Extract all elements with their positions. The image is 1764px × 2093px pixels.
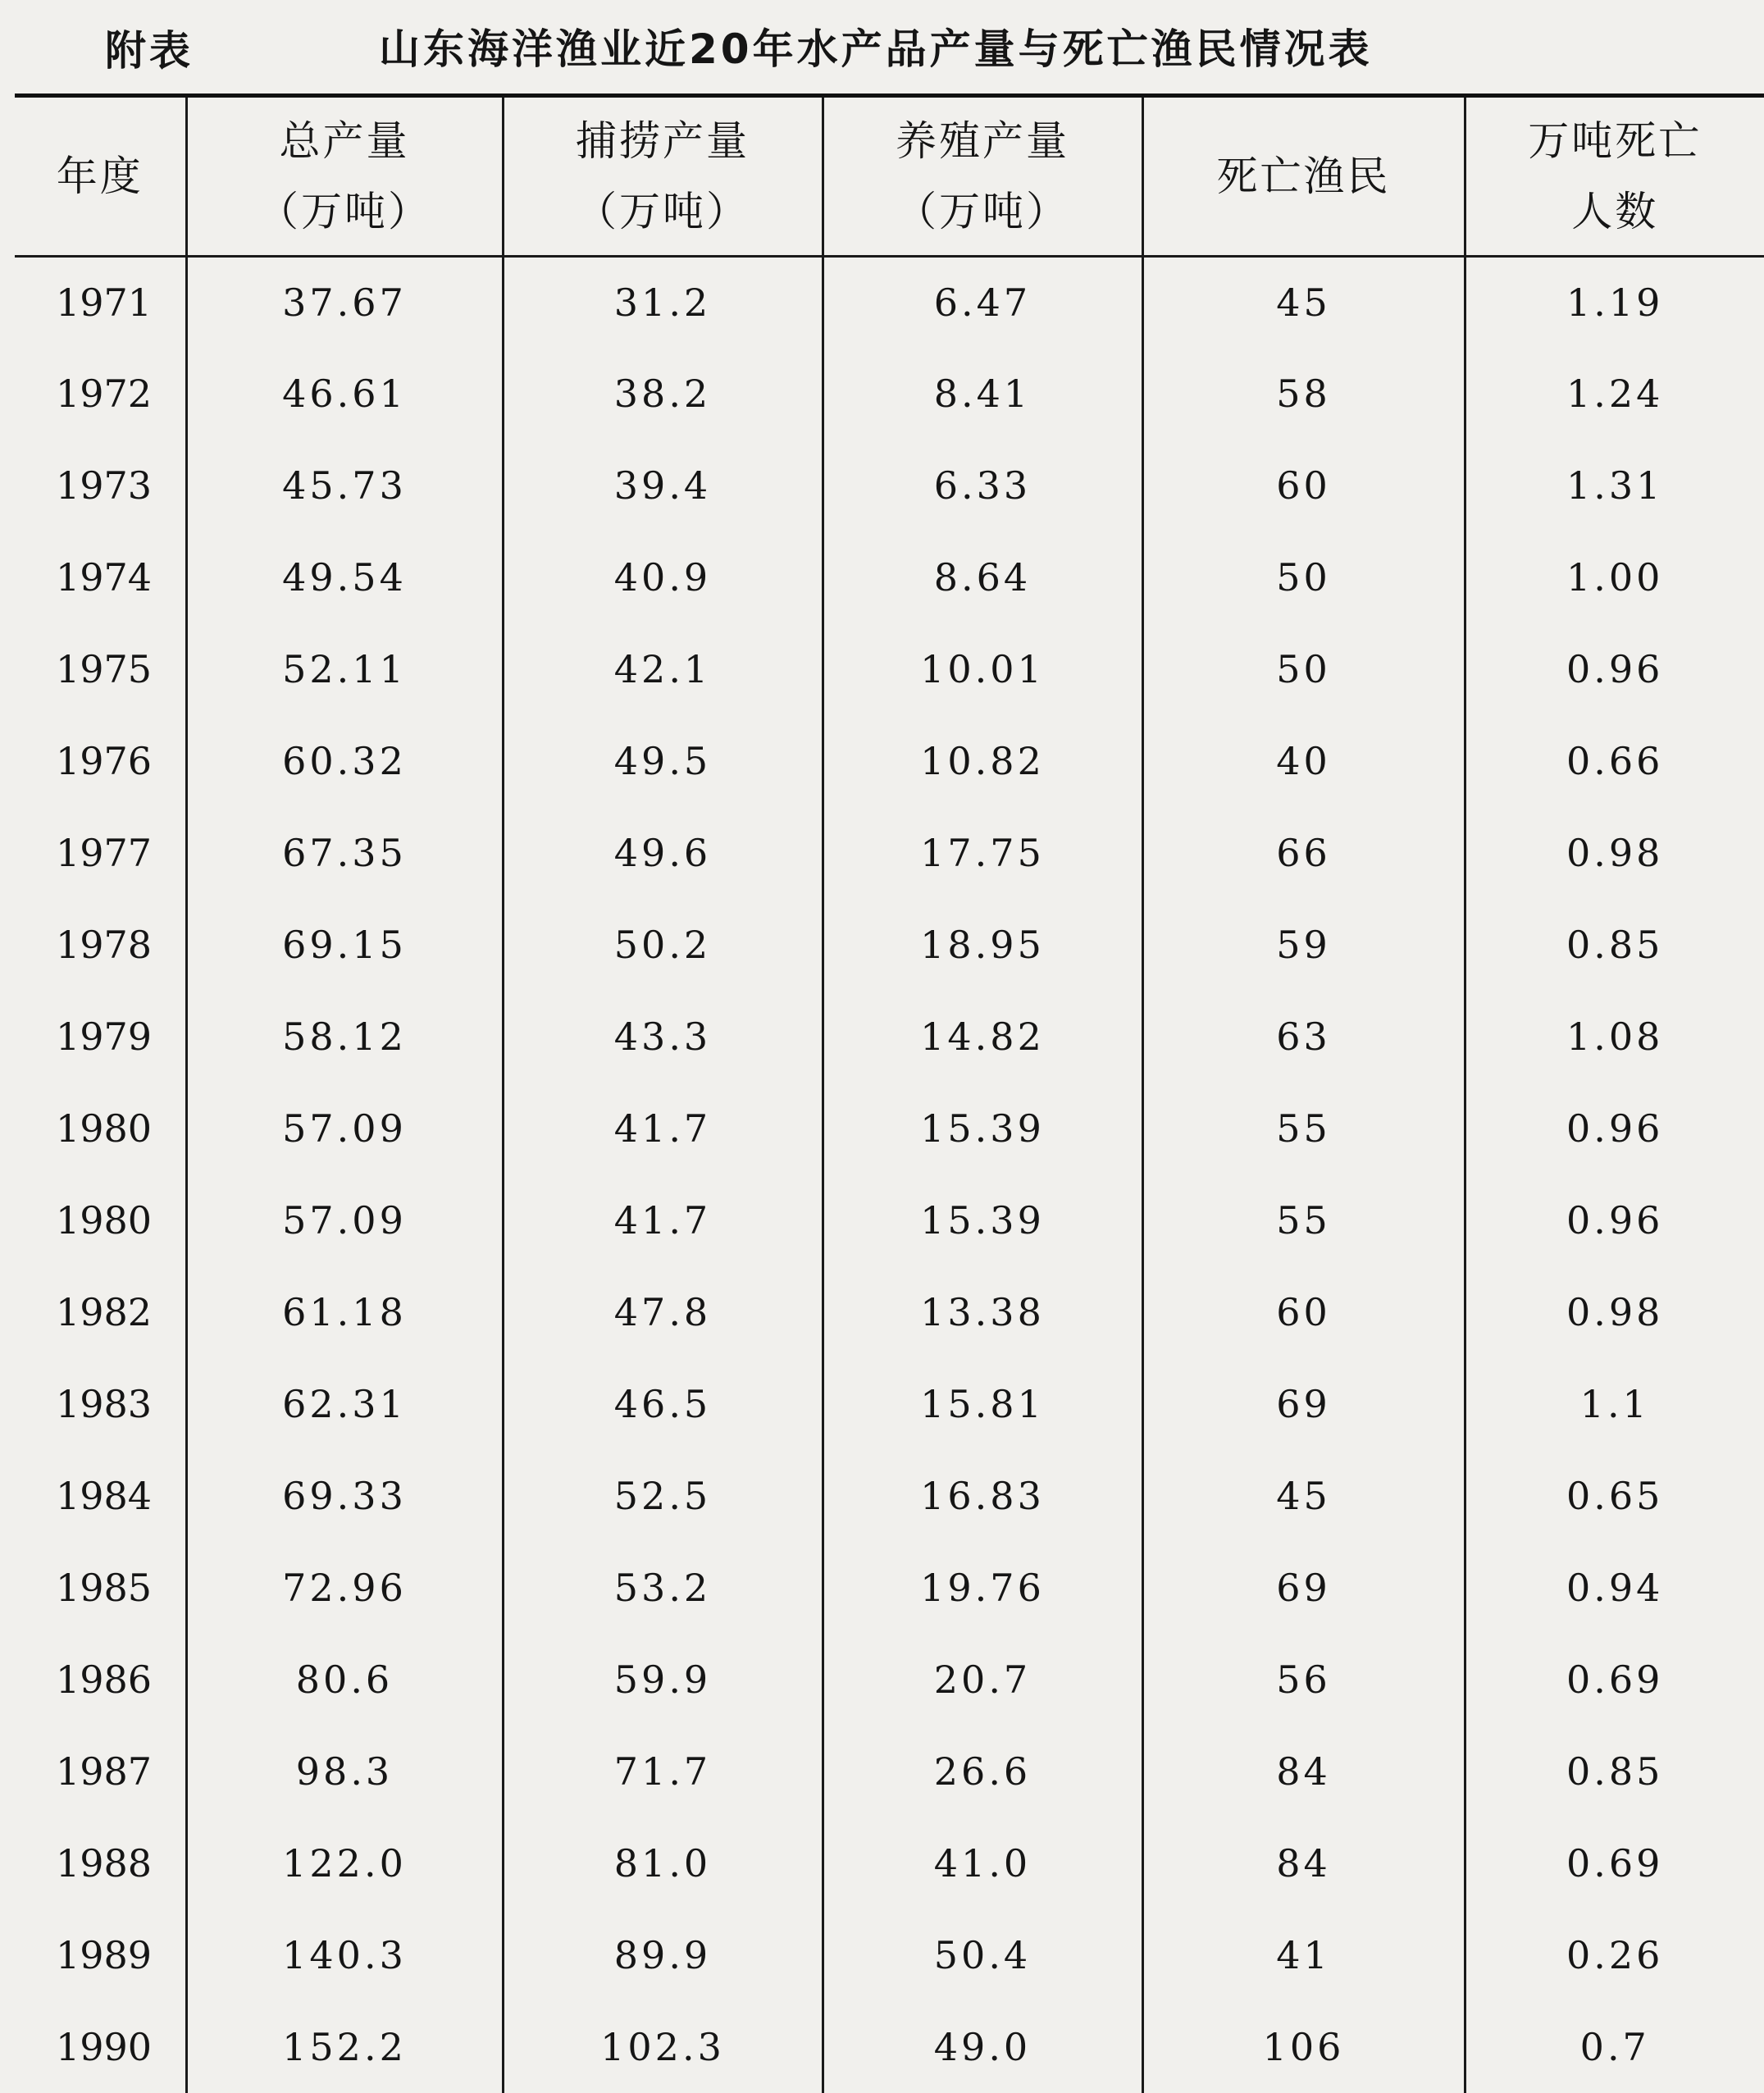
aquaculture-output-cell: 41.0 <box>823 1817 1142 1909</box>
deaths-per-10k-cell: 1.00 <box>1465 531 1764 623</box>
table-row <box>15 1083 1764 1174</box>
total-output-cell: 67.35 <box>186 807 503 899</box>
table-row <box>15 899 1764 991</box>
catch-output-cell: 38.2 <box>503 348 823 440</box>
year-cell: 1980 <box>56 1106 153 1151</box>
deaths-per-10k-cell: 0.26 <box>1465 1909 1764 2001</box>
deaths-per-10k-cell: 1.08 <box>1465 991 1764 1083</box>
year-cell: 1989 <box>56 1933 153 1977</box>
year-cell: 1986 <box>56 1658 153 1702</box>
deaths-cell: 66 <box>1142 807 1465 899</box>
aquaculture-output-cell: 15.81 <box>823 1358 1142 1450</box>
catch-output-cell: 89.9 <box>503 1909 823 2001</box>
catch-output-cell: 59.9 <box>503 1634 823 1726</box>
total-output-cell: 46.61 <box>186 348 503 440</box>
catch-output-cell: 31.2 <box>503 256 823 348</box>
aquaculture-output-cell: 6.33 <box>823 440 1142 531</box>
total-output-cell: 45.73 <box>186 440 503 531</box>
aquaculture-output-cell: 20.7 <box>823 1634 1142 1726</box>
deaths-cell: 55 <box>1142 1174 1465 1266</box>
deaths-per-10k-cell: 0.98 <box>1465 807 1764 899</box>
catch-output-cell: 39.4 <box>503 440 823 531</box>
deaths-cell: 45 <box>1142 256 1465 348</box>
deaths-per-10k-cell: 0.94 <box>1465 1542 1764 1634</box>
total-output-cell: 69.33 <box>186 1450 503 1542</box>
aquaculture-output-cell: 18.95 <box>823 899 1142 991</box>
data-table-container <box>15 93 1764 2086</box>
catch-output-cell: 49.5 <box>503 715 823 807</box>
total-output-cell: 58.12 <box>186 991 503 1083</box>
table-row <box>15 256 1764 348</box>
table-row <box>15 715 1764 807</box>
aquaculture-output-cell: 17.75 <box>823 807 1142 899</box>
year-cell: 1979 <box>56 1015 153 1059</box>
catch-output-cell: 43.3 <box>503 991 823 1083</box>
deaths-per-10k-cell: 0.85 <box>1465 899 1764 991</box>
catch-output-cell: 46.5 <box>503 1358 823 1450</box>
catch-output-cell: 53.2 <box>503 1542 823 1634</box>
deaths-per-10k-cell: 0.66 <box>1465 715 1764 807</box>
table-row <box>15 1634 1764 1726</box>
deaths-per-10k-cell: 1.24 <box>1465 348 1764 440</box>
aquaculture-output-cell: 8.64 <box>823 531 1142 623</box>
deaths-cell: 40 <box>1142 715 1465 807</box>
year-cell: 1974 <box>56 555 153 600</box>
catch-output-cell: 40.9 <box>503 531 823 623</box>
catch-output-cell: 81.0 <box>503 1817 823 1909</box>
aquaculture-output-cell: 14.82 <box>823 991 1142 1083</box>
year-cell: 1976 <box>56 739 153 783</box>
catch-output-cell: 50.2 <box>503 899 823 991</box>
deaths-cell: 60 <box>1142 1266 1465 1358</box>
deaths-per-10k-cell: 0.85 <box>1465 1726 1764 1817</box>
catch-output-cell: 49.6 <box>503 807 823 899</box>
total-output-cell: 72.96 <box>186 1542 503 1634</box>
total-output-cell: 62.31 <box>186 1358 503 1450</box>
deaths-cell: 50 <box>1142 531 1465 623</box>
fishery-data-table <box>15 98 1764 2093</box>
year-cell: 1990 <box>56 2025 153 2069</box>
total-output-cell: 57.09 <box>186 1083 503 1174</box>
year-cell: 1978 <box>56 923 153 967</box>
table-row <box>15 1358 1764 1450</box>
aquaculture-output-cell: 6.47 <box>823 256 1142 348</box>
aquaculture-output-cell: 15.39 <box>823 1083 1142 1174</box>
header-deaths-per-10k-tons: 万吨死亡 人数 <box>1465 98 1764 256</box>
deaths-cell: 59 <box>1142 899 1465 991</box>
table-row <box>15 1266 1764 1358</box>
caption-label: 附表 <box>105 27 194 75</box>
aquaculture-output-cell: 15.39 <box>823 1174 1142 1266</box>
table-row <box>15 1542 1764 1634</box>
header-fisherman-deaths: 死亡渔民 <box>1142 98 1465 256</box>
year-cell: 1984 <box>56 1474 153 1518</box>
table-row <box>15 531 1764 623</box>
aquaculture-output-cell: 26.6 <box>823 1726 1142 1817</box>
table-body <box>15 256 1764 2093</box>
table-row <box>15 807 1764 899</box>
table-row <box>15 1817 1764 1909</box>
aquaculture-output-cell: 10.01 <box>823 623 1142 715</box>
year-cell: 1975 <box>56 647 153 691</box>
catch-output-cell: 42.1 <box>503 623 823 715</box>
deaths-per-10k-cell: 0.69 <box>1465 1634 1764 1726</box>
deaths-per-10k-cell: 0.98 <box>1465 1266 1764 1358</box>
table-row <box>15 1174 1764 1266</box>
total-output-cell: 80.6 <box>186 1634 503 1726</box>
catch-output-cell: 71.7 <box>503 1726 823 1817</box>
table-row <box>15 1450 1764 1542</box>
header-year: 年度 <box>15 98 186 256</box>
deaths-per-10k-cell: 0.69 <box>1465 1817 1764 1909</box>
catch-output-cell: 47.8 <box>503 1266 823 1358</box>
total-output-cell: 49.54 <box>186 531 503 623</box>
deaths-per-10k-cell: 1.31 <box>1465 440 1764 531</box>
catch-output-cell: 52.5 <box>503 1450 823 1542</box>
total-output-cell: 69.15 <box>186 899 503 991</box>
aquaculture-output-cell: 19.76 <box>823 1542 1142 1634</box>
catch-output-cell: 41.7 <box>503 1174 823 1266</box>
deaths-cell: 69 <box>1142 1542 1465 1634</box>
header-catch-output: 捕捞产量 （万吨） <box>503 98 823 256</box>
year-cell: 1973 <box>56 463 153 508</box>
total-output-cell: 140.3 <box>186 1909 503 2001</box>
deaths-per-10k-cell: 1.1 <box>1465 1358 1764 1450</box>
deaths-per-10k-cell: 0.7 <box>1465 2001 1764 2093</box>
year-cell: 1982 <box>56 1290 153 1334</box>
year-cell: 1977 <box>56 831 153 875</box>
header-row <box>15 98 1764 256</box>
deaths-cell: 45 <box>1142 1450 1465 1542</box>
total-output-cell: 122.0 <box>186 1817 503 1909</box>
table-row <box>15 2001 1764 2093</box>
deaths-cell: 69 <box>1142 1358 1465 1450</box>
deaths-per-10k-cell: 1.19 <box>1465 256 1764 348</box>
aquaculture-output-cell: 49.0 <box>823 2001 1142 2093</box>
aquaculture-output-cell: 16.83 <box>823 1450 1142 1542</box>
year-cell: 1988 <box>56 1841 153 1886</box>
deaths-cell: 63 <box>1142 991 1465 1083</box>
table-row <box>15 623 1764 715</box>
deaths-cell: 106 <box>1142 2001 1465 2093</box>
deaths-cell: 84 <box>1142 1726 1465 1817</box>
catch-output-cell: 102.3 <box>503 2001 823 2093</box>
deaths-cell: 50 <box>1142 623 1465 715</box>
catch-output-cell: 41.7 <box>503 1083 823 1174</box>
header-aquaculture-output: 养殖产量 （万吨） <box>823 98 1142 256</box>
table-title: 山东海洋渔业近20年水产品产量与死亡渔民情况表 <box>379 25 1373 73</box>
year-cell: 1987 <box>56 1749 153 1794</box>
year-cell: 1980 <box>56 1198 153 1243</box>
aquaculture-output-cell: 13.38 <box>823 1266 1142 1358</box>
total-output-cell: 37.67 <box>186 256 503 348</box>
header-total-output: 总产量 （万吨） <box>186 98 503 256</box>
total-output-cell: 98.3 <box>186 1726 503 1817</box>
aquaculture-output-cell: 10.82 <box>823 715 1142 807</box>
aquaculture-output-cell: 8.41 <box>823 348 1142 440</box>
table-row <box>15 348 1764 440</box>
deaths-cell: 84 <box>1142 1817 1465 1909</box>
deaths-cell: 55 <box>1142 1083 1465 1174</box>
year-cell: 1972 <box>56 372 153 416</box>
table-caption <box>0 0 1764 90</box>
year-cell: 1985 <box>56 1566 153 1610</box>
deaths-per-10k-cell: 0.96 <box>1465 1174 1764 1266</box>
year-cell: 1971 <box>56 280 153 325</box>
deaths-cell: 41 <box>1142 1909 1465 2001</box>
deaths-cell: 56 <box>1142 1634 1465 1726</box>
table-row <box>15 440 1764 531</box>
deaths-per-10k-cell: 0.96 <box>1465 623 1764 715</box>
deaths-per-10k-cell: 0.96 <box>1465 1083 1764 1174</box>
deaths-cell: 60 <box>1142 440 1465 531</box>
deaths-per-10k-cell: 0.65 <box>1465 1450 1764 1542</box>
table-row <box>15 1909 1764 2001</box>
total-output-cell: 52.11 <box>186 623 503 715</box>
table-row <box>15 1726 1764 1817</box>
total-output-cell: 60.32 <box>186 715 503 807</box>
aquaculture-output-cell: 50.4 <box>823 1909 1142 2001</box>
deaths-cell: 58 <box>1142 348 1465 440</box>
table-row <box>15 991 1764 1083</box>
table-header <box>15 98 1764 256</box>
total-output-cell: 57.09 <box>186 1174 503 1266</box>
year-cell: 1983 <box>56 1382 153 1426</box>
total-output-cell: 61.18 <box>186 1266 503 1358</box>
total-output-cell: 152.2 <box>186 2001 503 2093</box>
